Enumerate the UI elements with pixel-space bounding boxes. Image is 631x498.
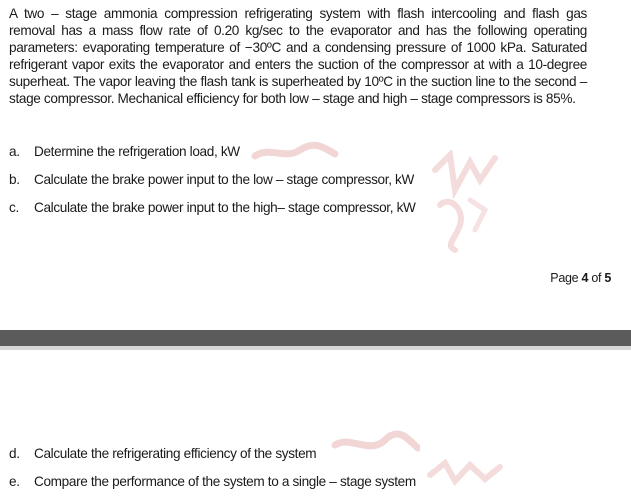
question-c — [9, 199, 416, 216]
question-text: Calculate the brake power input to the low – stage compressor, kW — [34, 172, 414, 187]
handwriting-mark — [425, 150, 505, 260]
question-marker: a. — [9, 144, 20, 159]
question-a — [9, 143, 240, 160]
handwriting-mark — [425, 455, 505, 490]
question-marker: c. — [9, 200, 19, 215]
question-text: Calculate the refrigerating efficiency of the system — [34, 446, 317, 461]
page-total: 5 — [604, 271, 611, 285]
page-separator-shadow — [0, 346, 631, 350]
page-current: 4 — [581, 271, 589, 285]
question-e — [9, 473, 416, 490]
question-b — [9, 171, 414, 188]
question-text: Compare the performance of the system to a single – stage system — [34, 474, 416, 489]
page-indicator — [550, 271, 611, 285]
question-text: Calculate the brake power input to the high– stage compressor, kW — [34, 200, 416, 215]
page-separator — [0, 330, 631, 346]
question-marker: e. — [9, 474, 20, 489]
question-marker: d. — [9, 446, 20, 461]
problem-statement: A two – stage ammonia compression refrigerating system with flash intercooling and flash gas removal has a mass flow rate of 0.20 kg/sec to the evaporator and has the following operating parameters: evaporating temperature of −30ºC and a condensing pressure of 1000 kPa. Saturated refrigerant vapor exits the evaporator and enters the suction of the compressor at with a 10-degree superheat. The vapor leaving the flash tank is superheated by 10ºC in the suction line to the second – stage compressor. Mechanical efficiency for both low – stage and high – stage compressors is 85%. — [9, 6, 587, 106]
question-text: Determine the refrigeration load, kW — [34, 144, 240, 159]
question-marker: b. — [9, 172, 20, 187]
question-d — [9, 445, 316, 462]
page-of: of — [591, 271, 602, 285]
handwriting-mark — [250, 138, 340, 168]
page-prefix: Page — [550, 271, 579, 285]
handwriting-mark — [330, 430, 420, 460]
